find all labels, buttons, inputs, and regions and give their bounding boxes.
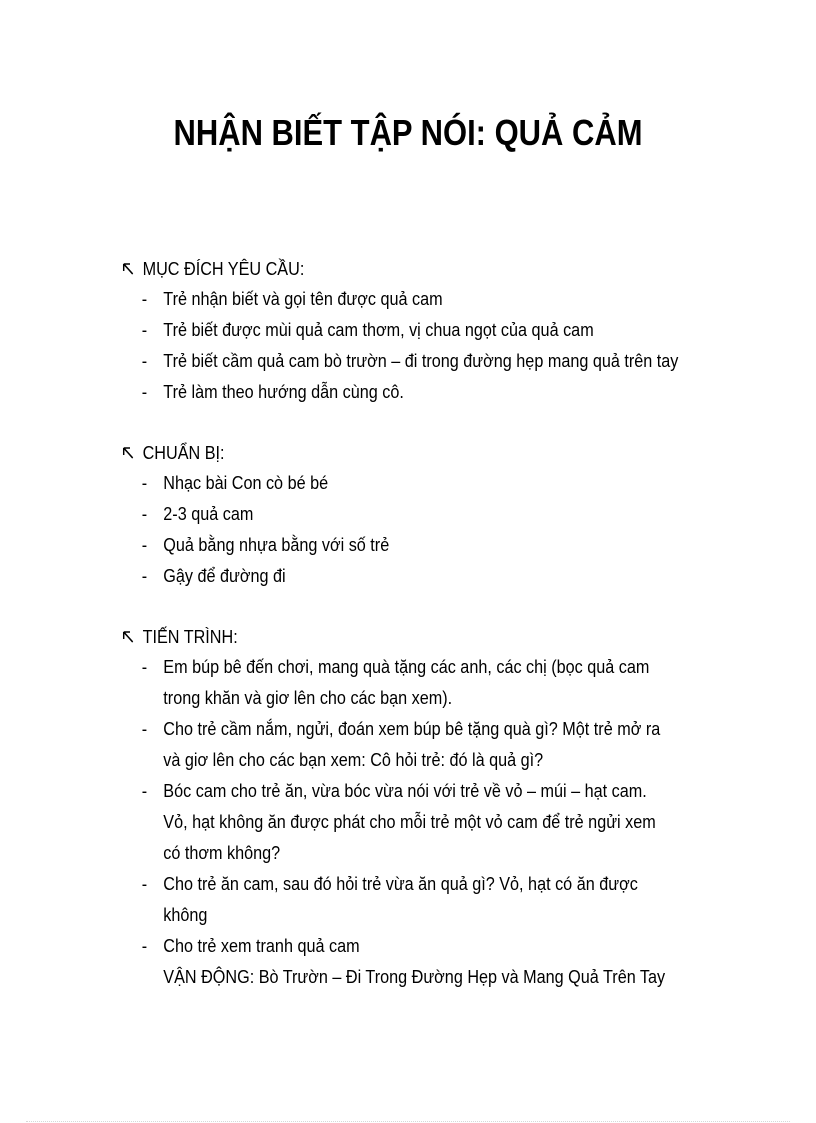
heading-text: CHUẨN BỊ: [142, 442, 225, 463]
list-item [121, 714, 697, 776]
dash-marker: - [141, 351, 148, 371]
arrow-up-left-icon [121, 629, 135, 645]
item-text: có thơm không? [163, 843, 281, 863]
page-bottom-divider [26, 1121, 790, 1122]
item-text: và giơ lên cho các bạn xem: Cô hỏi trẻ: đó là quả gì? [163, 750, 544, 770]
dash-marker: - [141, 781, 148, 801]
item-text: Bóc cam cho trẻ ăn, vừa bóc vừa nói với trẻ về vỏ – múi – hạt cam. [163, 781, 647, 801]
list-item [121, 561, 697, 592]
item-text: Cho trẻ xem tranh quả cam [163, 936, 360, 956]
dash-marker: - [141, 566, 148, 586]
section-heading [121, 438, 697, 468]
item-text: không [163, 905, 208, 925]
list-item [121, 652, 697, 714]
item-text: Trẻ làm theo hướng dẫn cùng cô. [163, 382, 404, 402]
list-item [121, 931, 697, 993]
dash-marker: - [141, 535, 148, 555]
section-heading [121, 622, 697, 652]
arrow-up-left-icon [121, 445, 135, 461]
section-tien-trinh [121, 622, 761, 993]
item-text: Trẻ nhận biết và gọi tên được quả cam [163, 289, 443, 309]
item-text: Gậy để đường đi [163, 566, 286, 586]
item-text: Nhạc bài Con cò bé bé [163, 473, 329, 493]
arrow-up-left-icon [121, 261, 135, 277]
dash-marker: - [141, 657, 148, 677]
heading-text: MỤC ĐÍCH YÊU CẦU: [142, 258, 305, 279]
dash-marker: - [141, 936, 148, 956]
item-list [121, 468, 761, 592]
list-item [121, 377, 697, 408]
list-item [121, 869, 697, 931]
dash-marker: - [141, 874, 148, 894]
list-item [121, 315, 697, 346]
list-item [121, 499, 697, 530]
item-text: trong khăn và giơ lên cho các bạn xem). [163, 688, 453, 708]
dash-marker: - [141, 504, 148, 524]
item-text: Cho trẻ ăn cam, sau đó hỏi trẻ vừa ăn quả gì? Vỏ, hạt có ăn được [163, 874, 638, 894]
item-list [121, 284, 761, 408]
dash-marker: - [141, 320, 148, 340]
item-text: Vỏ, hạt không ăn được phát cho mỗi trẻ một vỏ cam để trẻ ngửi xem [163, 812, 656, 832]
item-text: Em búp bê đến chơi, mang quà tặng các anh, các chị (bọc quả cam [163, 657, 650, 677]
dash-marker: - [141, 473, 148, 493]
list-item [121, 284, 697, 315]
item-list [121, 652, 761, 993]
section-muc-dich [121, 254, 761, 408]
item-text: Trẻ biết được mùi quả cam thơm, vị chua ngọt của quả cam [163, 320, 594, 340]
list-item [121, 346, 697, 377]
item-text: Quả bằng nhựa bằng với số trẻ [163, 535, 390, 555]
list-item [121, 530, 697, 561]
page-title: NHẬN BIẾT TẬP NÓI: QUẢ CẢM [173, 112, 643, 153]
section-chuan-bi [121, 438, 761, 592]
section-heading [121, 254, 697, 284]
list-item [121, 468, 697, 499]
dash-marker: - [141, 382, 148, 402]
item-text: Trẻ biết cầm quả cam bò trườn – đi trong đường hẹp mang quả trên tay [163, 351, 679, 371]
dash-marker: - [141, 289, 148, 309]
dash-marker: - [141, 719, 148, 739]
heading-text: TIẾN TRÌNH: [142, 626, 238, 647]
list-item [121, 776, 697, 869]
item-text: 2-3 quả cam [163, 504, 254, 524]
item-text: Cho trẻ cầm nắm, ngửi, đoán xem búp bê tặng quà gì? Một trẻ mở ra [163, 719, 661, 739]
item-text: VẬN ĐỘNG: Bò Trườn – Đi Trong Đường Hẹp và Mang Quả Trên Tay [163, 967, 666, 987]
